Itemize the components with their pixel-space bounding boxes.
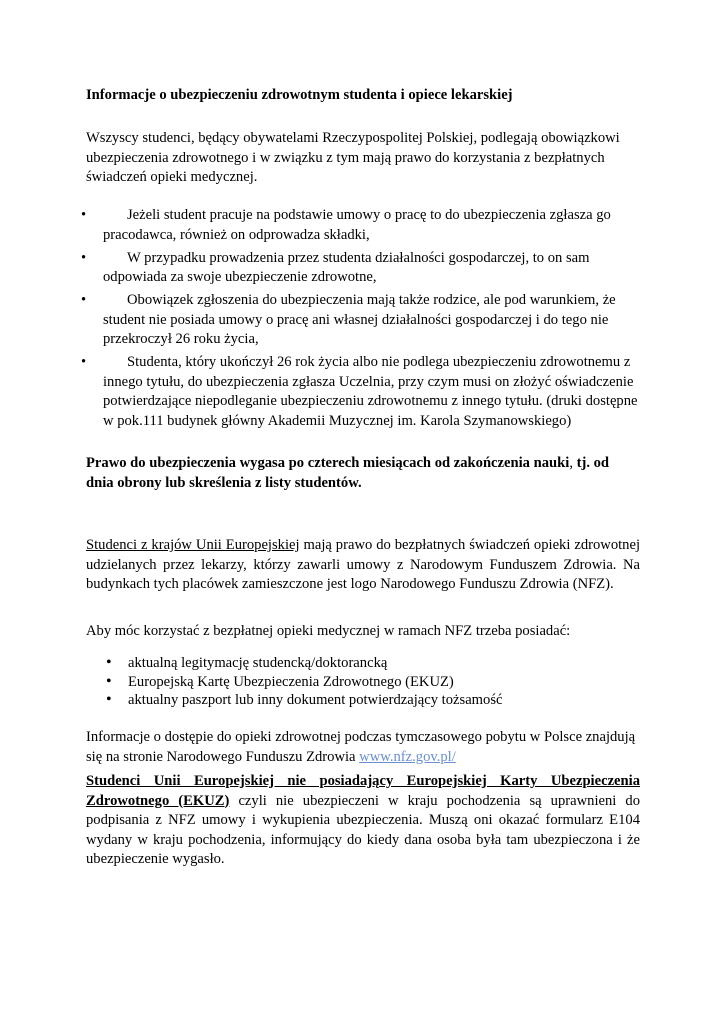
bullet-icon: • [81,207,87,223]
bullet-icon: • [106,672,112,690]
list-item-text: aktualny paszport lub inny dokument potwierdzający tożsamość [128,692,503,708]
bullet-icon: • [81,354,87,370]
bullet-icon: • [106,691,112,708]
list-item [81,249,641,288]
nfz-website-link[interactable]: www.nfz.gov.pl/ [359,748,456,765]
list-item [106,691,636,710]
list-item-text: Studenta, który ukończył 26 rok życia albo nie podlega ubezpieczeniu zdrowotnemu z innego tytułu, do ubezpieczenia zgłasza Uczelnia, przy czym musi on złożyć oświadczenie potwierdzające niepodleganie ubezpieczeniu zdrowotnemu z innego tytułu. (druki dostępne w pok.111 budynek główny Akademii Muzycznej im. Karola Szymanowskiego) [103,354,638,429]
intro-paragraph: Wszyscy studenci, będący obywatelami Rzeczypospolitej Polskiej, podlegają obowiązkowi ubezpieczenia zdrowotnego i w związku z tym mają prawo do korzystania z bezpłatnych świadczeń opieki medycznej. [86,130,620,185]
list-item [106,673,636,692]
list-item-text: aktualną legitymację studencką/doktorancką [128,655,388,671]
requirements-intro: Aby móc korzystać z bezpłatnej opieki medycznej w ramach NFZ trzeba posiadać: [86,623,571,639]
no-ekuz-text: czyli nie ubezpieczeni w kraju pochodzenia są uprawnieni do podpisania z NFZ umowy i wykupienia ubezpieczenia. Muszą oni okazać formularz E104 wydany w kraju pochodzenia, informujący do kiedy dana osoba była tam ubezpieczona i że ubezpieczenie wygasło. [86,792,640,867]
no-ekuz-paragraph [86,772,640,870]
list-item [81,206,641,245]
list-item [81,353,641,431]
requirements-list [106,654,636,710]
bullet-icon: • [106,654,112,671]
no-ekuz-heading: Studenci Unii Europejskiej nie posiadający Europejskiej Karty Ubezpieczenia Zdrowotnego (EKUZ) [86,773,640,809]
expiry-text-part1: Prawo do ubezpieczenia wygasa po czterech miesiącach od zakończenia nauki [86,455,570,471]
document-title: Informacje o ubezpieczeniu zdrowotnym studenta i opiece lekarskiej [86,87,513,103]
list-item [81,291,641,350]
insurance-expiry-notice [86,454,640,493]
nfz-info-text: Informacje o dostępie do opieki zdrowotnej podczas tymczasowego pobytu w Polsce znajdują się na stronie Narodowego Funduszu Zdrowia [86,729,636,765]
list-item [106,654,636,673]
bullet-icon: • [81,292,87,308]
expiry-text-part2: tj. od dnia obrony lub skreślenia z listy studentów. [86,455,610,491]
insurance-rules-list [81,206,641,435]
list-item-text: Obowiązek zgłoszenia do ubezpieczenia mają także rodzice, ale pod warunkiem, że student nie posiada umowy o pracę ani własnej działalności gospodarczej i do tego nie przekroczył 26 roku życia, [103,292,616,347]
nfz-info-paragraph [86,728,640,767]
expiry-separator: , [569,455,577,471]
list-item-text: Europejską Kartę Ubezpieczenia Zdrowotnego (EKUZ) [128,673,454,690]
bullet-icon: • [81,249,87,266]
eu-students-paragraph [86,536,640,595]
eu-students-heading: Studenci z krajów Unii Europejskiej [86,537,300,553]
list-item-text: W przypadku prowadzenia przez studenta działalności gospodarczej, to on sam odpowiada za swoje ubezpieczenie zdrowotne, [103,249,590,285]
list-item-text: Jeżeli student pracuje na podstawie umowy o pracę to do ubezpieczenia zgłasza go pracodawca, również on odprowadza składki, [103,207,611,243]
eu-students-text: mają prawo do bezpłatnych świadczeń opieki zdrowotnej udzielanych przez lekarzy, którzy zawarli umowy z Narodowym Funduszem Zdrowia. Na budynkach tych placówek zamieszczone jest logo Narodowego Funduszu Zdrowia (NFZ). [86,537,641,592]
